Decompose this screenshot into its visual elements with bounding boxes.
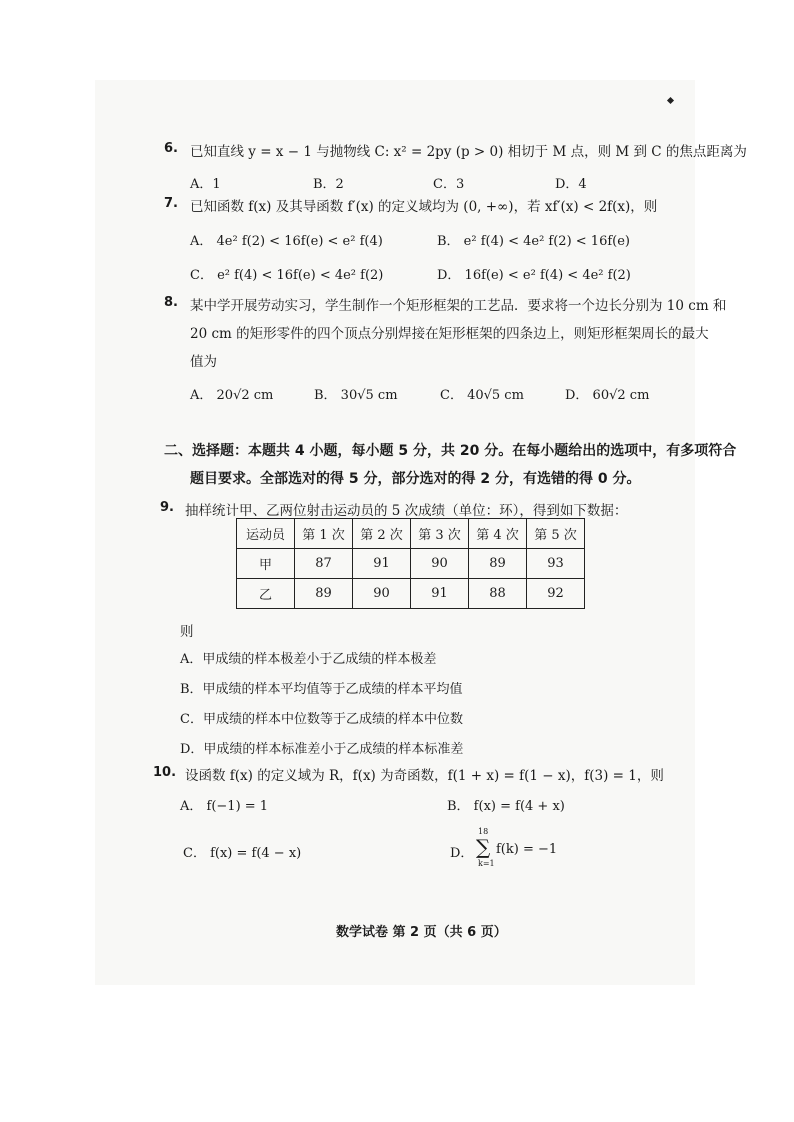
q10-stem: 设函数 f(x) 的定义域为 R，f(x) 为奇函数，f(1 + x) = f(1 − x)，f(3) = 1，则 [185,768,664,784]
q8-option-c: C． 40√5 cm [440,388,524,403]
q8-option-a: A． 20√2 cm [190,388,274,403]
table-header-row [237,519,585,549]
q7-option-c: C． e² f(4) < 16f(e) < 4e² f(2) [190,268,384,283]
q10-number: 10. [153,765,177,780]
q6-number: 6. [164,141,178,156]
sum-lower-limit: k=1 [478,859,495,868]
table-cell: 88 [469,579,527,609]
q7-number: 7. [164,196,178,211]
table-cell: 92 [527,579,585,609]
q7-option-b: B． e² f(4) < 4e² f(2) < 16f(e) [437,234,630,249]
q9-then: 则 [180,624,194,640]
q6-option-b: B．2 [313,177,344,192]
q6-option-c: C．3 [433,177,465,192]
q10-option-d-label: D． [450,846,474,861]
q8-option-b: B． 30√5 cm [314,388,398,403]
q10-option-b: B． f(x) = f(4 + x) [447,799,565,814]
table-header-cell: 第 1 次 [295,519,353,549]
table-header-cell: 第 2 次 [353,519,411,549]
section-2-title-line-2: 题目要求。全部选对的得 5 分，部分选对的得 2 分，有选错的得 0 分。 [190,471,641,487]
q10-option-d-sum [475,827,495,871]
table-cell: 91 [353,549,411,579]
q8-line-1: 某中学开展劳动实习，学生制作一个矩形框架的工艺品．要求将一个边长分别为 10 cm 和 [190,298,727,314]
q7-stem: 已知函数 f(x) 及其导函数 f′(x) 的定义域均为 (0, +∞)，若 xf′(x) < 2f(x)，则 [190,199,658,215]
q10-option-d-expr: f(k) = −1 [496,842,558,857]
q7-option-a: A． 4e² f(2) < 16f(e) < e² f(4) [190,234,383,249]
table-cell: 87 [295,549,353,579]
q9-option-c: C．甲成绩的样本中位数等于乙成绩的样本中位数 [180,712,463,727]
score-table [236,518,585,609]
q10-option-a: A． f(−1) = 1 [180,799,269,814]
q10-option-c: C． f(x) = f(4 − x) [183,846,302,861]
table-row [237,579,585,609]
q8-number: 8. [164,295,178,310]
q8-line-3: 值为 [190,354,217,370]
table-header-cell: 第 4 次 [469,519,527,549]
q6-stem: 已知直线 y = x − 1 与抛物线 C: x² = 2py (p > 0) 相切于 M 点，则 M 到 C 的焦点距离为 [190,144,747,160]
table-header-cell: 第 5 次 [527,519,585,549]
table-row [237,549,585,579]
page-footer: 数学试卷 第 2 页（共 6 页） [336,925,507,940]
table-header-cell: 第 3 次 [411,519,469,549]
table-cell: 90 [353,579,411,609]
table-cell: 甲 [237,549,295,579]
q9-number: 9. [160,500,174,515]
table-cell: 93 [527,549,585,579]
q9-option-b: B．甲成绩的样本平均值等于乙成绩的样本平均值 [180,682,463,697]
sigma-icon: ∑ [476,835,491,859]
table-cell: 90 [411,549,469,579]
q8-line-2: 20 cm 的矩形零件的四个顶点分别焊接在矩形框架的四条边上，则矩形框架周长的最大 [190,326,709,342]
q8-option-d: D． 60√2 cm [565,388,650,403]
table-header-cell: 运动员 [237,519,295,549]
table-cell: 89 [469,549,527,579]
q7-option-d: D． 16f(e) < e² f(4) < 4e² f(2) [437,268,631,283]
sum-upper-limit: 18 [478,827,489,836]
q6-option-d: D．4 [555,177,587,192]
q9-option-d: D．甲成绩的样本标准差小于乙成绩的样本标准差 [180,742,464,757]
q9-option-a: A．甲成绩的样本极差小于乙成绩的样本极差 [180,652,437,667]
table-cell: 乙 [237,579,295,609]
q6-option-a: A．1 [190,177,221,192]
q9-stem: 抽样统计甲、乙两位射击运动员的 5 次成绩（单位：环），得到如下数据： [185,503,628,519]
table-cell: 91 [411,579,469,609]
section-2-title-line-1: 二、选择题：本题共 4 小题，每小题 5 分，共 20 分。在每小题给出的选项中，有多项符合 [164,443,737,459]
table-cell: 89 [295,579,353,609]
